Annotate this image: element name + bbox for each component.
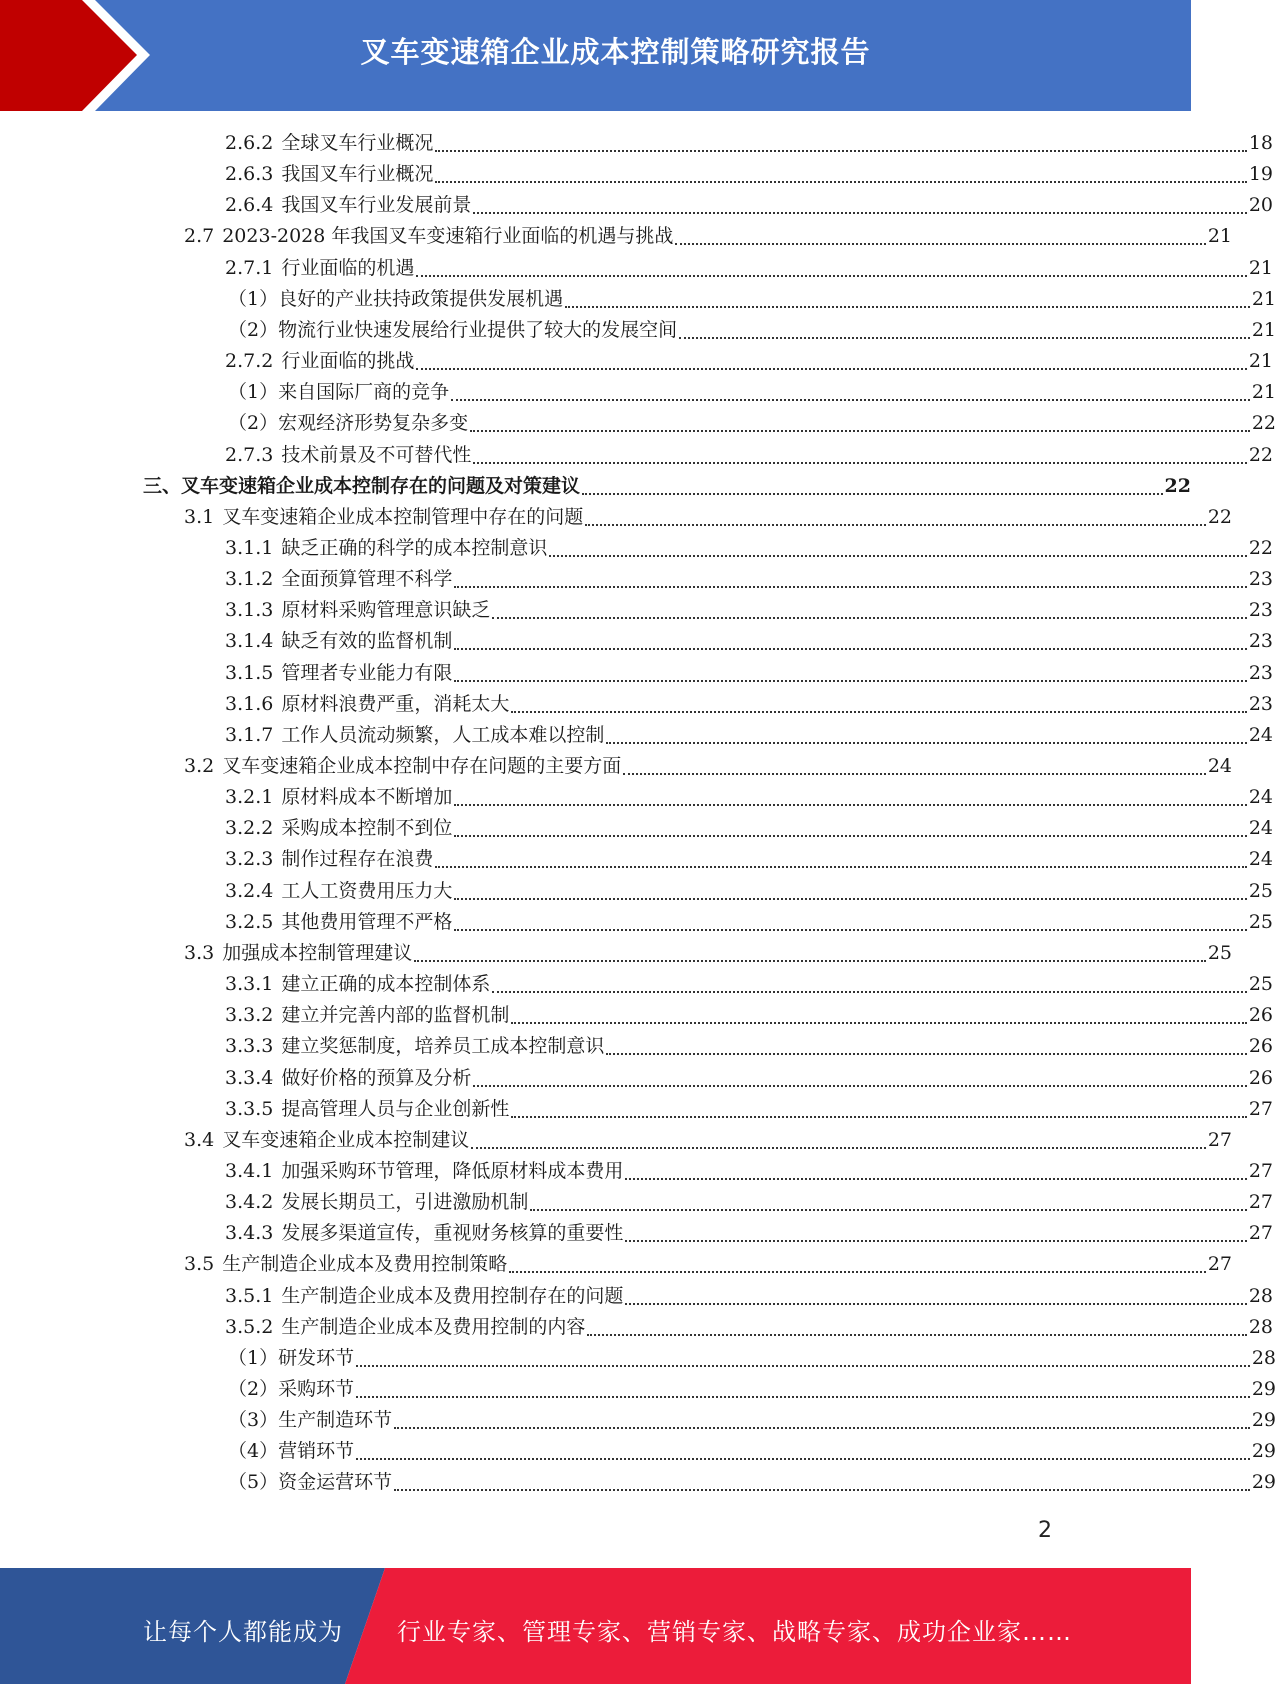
- toc-entry-title: 我国叉车行业发展前景: [281, 194, 472, 216]
- toc-entry[interactable]: [0, 1436, 1276, 1467]
- toc-entry-title: 资金运营环节: [278, 1471, 393, 1493]
- toc-entry-page: 25: [1248, 880, 1273, 902]
- toc-entry-title: 生产制造环节: [278, 1409, 393, 1431]
- toc-entry-title: 叉车变速箱企业成本控制管理中存在的问题: [222, 506, 584, 528]
- toc-entry-label: [225, 1000, 509, 1031]
- toc-entry-title: 技术前景及不可替代性: [281, 444, 472, 466]
- toc-entry-number: （2）: [228, 412, 279, 434]
- toc-dot-leader: [454, 680, 1246, 682]
- toc-entry-label: [184, 1249, 507, 1280]
- toc-entry-page: 21: [1251, 381, 1276, 403]
- toc-entry-title: 叉车变速箱企业成本控制建议: [222, 1129, 470, 1151]
- toc-dot-leader: [471, 1147, 1206, 1149]
- toc-entry-page: 22: [1248, 537, 1273, 559]
- toc-entry-number: （2）: [228, 1378, 279, 1400]
- toc-entry[interactable]: [0, 533, 1273, 564]
- toc-entry-label: [143, 471, 580, 502]
- toc-entry[interactable]: [0, 689, 1273, 720]
- toc-entry-title: 工作人员流动频繁，人工成本难以控制: [281, 724, 605, 746]
- toc-entry[interactable]: [0, 1312, 1273, 1343]
- toc-entry[interactable]: [0, 1249, 1232, 1280]
- toc-entry-label: [225, 595, 490, 626]
- toc-entry[interactable]: [0, 346, 1273, 377]
- toc-entry-page: 26: [1248, 1067, 1273, 1089]
- toc-dot-leader: [625, 1178, 1246, 1180]
- toc-entry-title: 采购环节: [278, 1378, 355, 1400]
- toc-entry-number: 3.2.5: [225, 911, 274, 933]
- toc-entry-number: 3.2.1: [225, 786, 274, 808]
- toc-entry-label: [228, 1467, 392, 1498]
- toc-entry-label: [225, 190, 471, 221]
- toc-dot-leader: [492, 991, 1246, 993]
- toc-entry[interactable]: [0, 471, 1191, 502]
- toc-entry-title: 宏观经济形势复杂多变: [278, 412, 469, 434]
- toc-entry-number: 2.6.4: [225, 194, 274, 216]
- toc-entry[interactable]: [0, 1000, 1273, 1031]
- toc-entry-label: [184, 751, 621, 782]
- toc-entry-title: 建立奖惩制度，培养员工成本控制意识: [281, 1035, 605, 1057]
- toc-entry-label: [225, 564, 452, 595]
- toc-entry-title: 采购成本控制不到位: [281, 817, 453, 839]
- toc-entry-page: 22: [1248, 444, 1273, 466]
- toc-dot-leader: [511, 1022, 1246, 1024]
- toc-entry-number: 3.1.5: [225, 662, 274, 684]
- toc-entry-label: [225, 253, 414, 284]
- toc-entry-page: 26: [1248, 1035, 1273, 1057]
- toc-entry-label: [228, 1436, 354, 1467]
- toc-entry-label: [228, 284, 563, 315]
- toc-dot-leader: [454, 898, 1246, 900]
- toc-entry[interactable]: [0, 1094, 1273, 1125]
- toc-entry-number: （1）: [228, 288, 279, 310]
- toc-entry-number: （4）: [228, 1440, 279, 1462]
- toc-entry-title: 提高管理人员与企业创新性: [281, 1098, 510, 1120]
- toc-entry-page: 27: [1248, 1222, 1273, 1244]
- toc-entry-number: 3.3.1: [225, 973, 274, 995]
- toc-entry-page: 22: [1164, 475, 1191, 497]
- toc-dot-leader: [435, 150, 1246, 152]
- toc-entry-title: 叉车变速箱企业成本控制中存在问题的主要方面: [222, 755, 622, 777]
- toc-dot-leader: [416, 275, 1246, 277]
- page-footer: [0, 1568, 1191, 1684]
- toc-dot-leader: [451, 399, 1250, 401]
- toc-dot-leader: [454, 804, 1246, 806]
- toc-entry[interactable]: [0, 315, 1276, 346]
- toc-entry-number: 3.5.1: [225, 1285, 274, 1307]
- toc-entry[interactable]: [0, 782, 1273, 813]
- toc-entry-page: 24: [1248, 724, 1273, 746]
- toc-entry-label: [225, 844, 433, 875]
- toc-entry-label: [225, 1218, 623, 1249]
- toc-entry[interactable]: [0, 1405, 1276, 1436]
- toc-entry-page: 29: [1251, 1409, 1276, 1431]
- toc-entry-number: 3.4: [184, 1129, 215, 1151]
- toc-dot-leader: [549, 555, 1246, 557]
- toc-entry-title: 全面预算管理不科学: [281, 568, 453, 590]
- toc-entry[interactable]: [0, 1374, 1276, 1405]
- toc-entry[interactable]: [0, 1343, 1276, 1374]
- toc-entry-number: 3.2.4: [225, 880, 274, 902]
- toc-entry-title: 我国叉车行业概况: [281, 163, 434, 185]
- toc-entry-number: 2.6.2: [225, 132, 274, 154]
- toc-entry[interactable]: [0, 377, 1276, 408]
- toc-dot-leader: [454, 586, 1246, 588]
- toc-dot-leader: [606, 1053, 1246, 1055]
- toc-entry-number: （3）: [228, 1409, 279, 1431]
- toc-entry-number: 3.5.2: [225, 1316, 274, 1338]
- toc-dot-leader: [565, 306, 1250, 308]
- toc-entry[interactable]: [0, 190, 1273, 221]
- toc-entry-number: 3.1.6: [225, 693, 274, 715]
- page-header: [0, 0, 1191, 111]
- toc-entry-label: [184, 1125, 469, 1156]
- toc-entry-label: [225, 1312, 585, 1343]
- toc-entry-number: 2.7.2: [225, 350, 274, 372]
- toc-entry-title: 制作过程存在浪费: [281, 848, 434, 870]
- toc-entry-title: 原材料采购管理意识缺乏: [281, 599, 491, 621]
- toc-entry-page: 29: [1251, 1471, 1276, 1493]
- toc-entry-page: 21: [1207, 225, 1232, 247]
- toc-entry[interactable]: [0, 1156, 1273, 1187]
- toc-entry-title: 研发环节: [278, 1347, 355, 1369]
- toc-entry-label: [225, 1063, 471, 1094]
- toc-entry-label: [225, 1281, 623, 1312]
- toc-entry-label: [225, 907, 452, 938]
- toc-dot-leader: [356, 1458, 1250, 1460]
- toc-dot-leader: [394, 1489, 1250, 1491]
- header-chevron-shape: [0, 0, 160, 111]
- toc-entry-title: 营销环节: [278, 1440, 355, 1462]
- toc-dot-leader: [492, 617, 1246, 619]
- toc-entry[interactable]: [0, 1218, 1273, 1249]
- toc-dot-leader: [454, 648, 1246, 650]
- toc-dot-leader: [473, 1085, 1246, 1087]
- toc-entry-title: 加强成本控制管理建议: [222, 942, 413, 964]
- toc-entry[interactable]: [0, 408, 1276, 439]
- toc-entry-label: [184, 938, 412, 969]
- toc-entry-title: 来自国际厂商的竞争: [278, 381, 450, 403]
- toc-entry-page: 21: [1251, 319, 1276, 341]
- toc-entry-title: 2023-2028 年我国叉车变速箱行业面临的机遇与挑战: [222, 225, 674, 247]
- toc-entry-number: 2.7.1: [225, 257, 274, 279]
- toc-entry[interactable]: [0, 253, 1273, 284]
- toc-entry-number: 2.7.3: [225, 444, 274, 466]
- toc-entry[interactable]: [0, 720, 1273, 751]
- toc-dot-leader: [530, 1209, 1246, 1211]
- toc-entry[interactable]: [0, 159, 1273, 190]
- footer-slogan-right: 行业专家、管理专家、营销专家、战略专家、成功企业家……: [397, 1618, 1072, 1646]
- toc-entry-page: 23: [1248, 630, 1273, 652]
- toc-entry-label: [228, 377, 449, 408]
- toc-entry-number: 三、: [143, 475, 182, 497]
- toc-entry-title: 生产制造企业成本及费用控制的内容: [281, 1316, 586, 1338]
- toc-entry-label: [225, 782, 452, 813]
- toc-entry-number: （5）: [228, 1471, 279, 1493]
- toc-dot-leader: [454, 929, 1246, 931]
- toc-entry-page: 24: [1207, 755, 1232, 777]
- toc-entry-page: 27: [1248, 1098, 1273, 1120]
- toc-entry-label: [228, 408, 468, 439]
- toc-entry[interactable]: [0, 876, 1273, 907]
- toc-entry-title: 建立并完善内部的监督机制: [281, 1004, 510, 1026]
- toc-entry-page: 24: [1248, 786, 1273, 808]
- toc-entry-label: [225, 626, 452, 657]
- toc-entry[interactable]: [0, 284, 1276, 315]
- toc-entry-page: 23: [1248, 662, 1273, 684]
- toc-dot-leader: [416, 368, 1246, 370]
- toc-dot-leader: [585, 524, 1206, 526]
- toc-entry-number: 3.1.1: [225, 537, 274, 559]
- toc-entry-page: 28: [1248, 1285, 1273, 1307]
- toc-entry-label: [225, 720, 604, 751]
- toc-dot-leader: [587, 1334, 1246, 1336]
- toc-dot-leader: [625, 1240, 1246, 1242]
- toc-entry-page: 24: [1248, 817, 1273, 839]
- toc-entry-label: [225, 159, 433, 190]
- toc-entry-page: 21: [1248, 350, 1273, 372]
- toc-entry-number: 3.2.2: [225, 817, 274, 839]
- toc-entry-title: 原材料成本不断增加: [281, 786, 453, 808]
- toc-entry-page: 28: [1251, 1347, 1276, 1369]
- toc-entry-number: （1）: [228, 381, 279, 403]
- toc-entry[interactable]: [0, 658, 1273, 689]
- toc-entry-title: 发展多渠道宣传，重视财务核算的重要性: [281, 1222, 624, 1244]
- footer-slogan-left: 让每个人都能成为: [143, 1618, 343, 1646]
- toc-entry-page: 27: [1207, 1129, 1232, 1151]
- toc-entry[interactable]: [0, 1281, 1273, 1312]
- toc-dot-leader: [435, 866, 1246, 868]
- toc-entry-page: 23: [1248, 568, 1273, 590]
- toc-entry-number: 3.3.4: [225, 1067, 274, 1089]
- toc-entry-number: 3.4.1: [225, 1160, 274, 1182]
- toc-entry[interactable]: [0, 128, 1273, 159]
- toc-entry-title: 缺乏有效的监督机制: [281, 630, 453, 652]
- toc-entry[interactable]: [0, 938, 1232, 969]
- toc-dot-leader: [414, 960, 1206, 962]
- toc-entry-title: 加强采购环节管理，降低原材料成本费用: [281, 1160, 624, 1182]
- page-number: 2: [1038, 1518, 1052, 1543]
- toc-dot-leader: [473, 212, 1246, 214]
- toc-dot-leader: [394, 1427, 1250, 1429]
- toc-entry-page: 22: [1251, 412, 1276, 434]
- toc-entry-number: 3.1.7: [225, 724, 274, 746]
- toc-entry-number: 3.3: [184, 942, 215, 964]
- toc-entry-label: [184, 502, 583, 533]
- toc-entry-title: 工人工资费用压力大: [281, 880, 453, 902]
- toc-entry-label: [228, 1343, 354, 1374]
- toc-entry-number: 3.3.2: [225, 1004, 274, 1026]
- toc-dot-leader: [511, 1116, 1246, 1118]
- toc-entry-label: [184, 221, 673, 252]
- toc-entry-title: 原材料浪费严重，消耗太大: [281, 693, 510, 715]
- toc-dot-leader: [625, 1303, 1246, 1305]
- toc-dot-leader: [356, 1365, 1250, 1367]
- toc-entry-label: [225, 1187, 528, 1218]
- toc-entry-label: [225, 440, 471, 471]
- toc-entry[interactable]: [0, 813, 1273, 844]
- toc-entry-number: 3.1: [184, 506, 215, 528]
- toc-entry-label: [225, 969, 490, 1000]
- toc-entry-label: [225, 813, 452, 844]
- toc-entry-page: 21: [1251, 288, 1276, 310]
- toc-dot-leader: [679, 337, 1250, 339]
- toc-entry-number: 3.5: [184, 1253, 215, 1275]
- toc-entry-page: 29: [1251, 1378, 1276, 1400]
- toc-entry[interactable]: [0, 751, 1232, 782]
- toc-entry[interactable]: [0, 907, 1273, 938]
- toc-entry[interactable]: [0, 502, 1232, 533]
- toc-entry[interactable]: [0, 595, 1273, 626]
- toc-entry-title: 全球叉车行业概况: [281, 132, 434, 154]
- toc-dot-leader: [511, 711, 1246, 713]
- toc-entry-page: 29: [1251, 1440, 1276, 1462]
- toc-dot-leader: [454, 835, 1246, 837]
- toc-entry-label: [228, 315, 677, 346]
- toc-entry-page: 23: [1248, 599, 1273, 621]
- toc-entry-page: 27: [1207, 1253, 1232, 1275]
- toc-entry[interactable]: [0, 1467, 1276, 1498]
- toc-entry-title: 行业面临的挑战: [281, 350, 415, 372]
- toc-entry-label: [225, 876, 452, 907]
- toc-entry[interactable]: [0, 969, 1273, 1000]
- toc-dot-leader: [435, 181, 1246, 183]
- toc-entry[interactable]: [0, 440, 1273, 471]
- toc-entry[interactable]: [0, 1031, 1273, 1062]
- toc-entry-page: 22: [1207, 506, 1232, 528]
- toc-entry-page: 21: [1248, 257, 1273, 279]
- toc-entry-label: [225, 128, 433, 159]
- toc-entry-page: 27: [1248, 1191, 1273, 1213]
- toc-entry-title: 良好的产业扶持政策提供发展机遇: [278, 288, 564, 310]
- toc-entry-title: 缺乏正确的科学的成本控制意识: [281, 537, 548, 559]
- toc-entry-page: 28: [1248, 1316, 1273, 1338]
- toc-entry-title: 物流行业快速发展给行业提供了较大的发展空间: [278, 319, 678, 341]
- report-title: 叉车变速箱企业成本控制策略研究报告: [360, 35, 871, 69]
- toc-entry[interactable]: [0, 1063, 1273, 1094]
- toc-entry-number: 3.4.3: [225, 1222, 274, 1244]
- toc-entry-title: 生产制造企业成本及费用控制存在的问题: [281, 1285, 624, 1307]
- toc-entry-page: 18: [1248, 132, 1273, 154]
- toc-entry[interactable]: [0, 564, 1273, 595]
- toc-entry-number: 2.7: [184, 225, 215, 247]
- toc-entry-page: 20: [1248, 194, 1273, 216]
- toc-entry-number: 2.6.3: [225, 163, 274, 185]
- toc-entry[interactable]: [0, 1187, 1273, 1218]
- toc-entry-number: 3.3.5: [225, 1098, 274, 1120]
- toc-entry-title: 叉车变速箱企业成本控制存在的问题及对策建议: [181, 475, 581, 497]
- toc-entry-number: 3.2: [184, 755, 215, 777]
- toc-entry-page: 23: [1248, 693, 1273, 715]
- toc-entry-label: [228, 1374, 354, 1405]
- toc-entry-number: 3.1.3: [225, 599, 274, 621]
- toc-dot-leader: [606, 742, 1246, 744]
- toc-entry-page: 24: [1248, 848, 1273, 870]
- toc-entry-number: 3.3.3: [225, 1035, 274, 1057]
- toc-entry-title: 管理者专业能力有限: [281, 662, 453, 684]
- toc-entry-label: [225, 1156, 623, 1187]
- toc-entry-title: 发展长期员工，引进激励机制: [281, 1191, 529, 1213]
- toc-entry-label: [225, 658, 452, 689]
- toc-entry-title: 做好价格的预算及分析: [281, 1067, 472, 1089]
- toc-entry[interactable]: [0, 1125, 1232, 1156]
- toc-dot-leader: [509, 1271, 1206, 1273]
- toc-entry-page: 19: [1248, 163, 1273, 185]
- toc-entry-page: 25: [1248, 911, 1273, 933]
- toc-entry-page: 26: [1248, 1004, 1273, 1026]
- toc-entry-number: 3.1.2: [225, 568, 274, 590]
- toc-entry-page: 25: [1248, 973, 1273, 995]
- toc-entry-title: 行业面临的机遇: [281, 257, 415, 279]
- toc-entry[interactable]: [0, 626, 1273, 657]
- toc-entry-label: [225, 533, 547, 564]
- toc-entry[interactable]: [0, 844, 1273, 875]
- toc-entry[interactable]: [0, 221, 1232, 252]
- toc-dot-leader: [473, 462, 1246, 464]
- toc-dot-leader: [470, 430, 1250, 432]
- toc-entry-title: 生产制造企业成本及费用控制策略: [222, 1253, 508, 1275]
- toc-entry-number: 3.2.3: [225, 848, 274, 870]
- toc-dot-leader: [623, 773, 1206, 775]
- toc-dot-leader: [675, 243, 1205, 245]
- toc-entry-number: （2）: [228, 319, 279, 341]
- toc-entry-label: [225, 346, 414, 377]
- toc-entry-number: 3.1.4: [225, 630, 274, 652]
- toc-entry-page: 27: [1248, 1160, 1273, 1182]
- toc-entry-page: 25: [1207, 942, 1232, 964]
- toc-entry-number: （1）: [228, 1347, 279, 1369]
- toc-entry-number: 3.4.2: [225, 1191, 274, 1213]
- toc-entry-label: [228, 1405, 392, 1436]
- toc-dot-leader: [356, 1396, 1250, 1398]
- toc-entry-title: 建立正确的成本控制体系: [281, 973, 491, 995]
- toc-dot-leader: [582, 493, 1163, 495]
- toc-entry-label: [225, 1031, 604, 1062]
- toc-entry-label: [225, 689, 509, 720]
- toc-entry-title: 其他费用管理不严格: [281, 911, 453, 933]
- toc-entry-label: [225, 1094, 509, 1125]
